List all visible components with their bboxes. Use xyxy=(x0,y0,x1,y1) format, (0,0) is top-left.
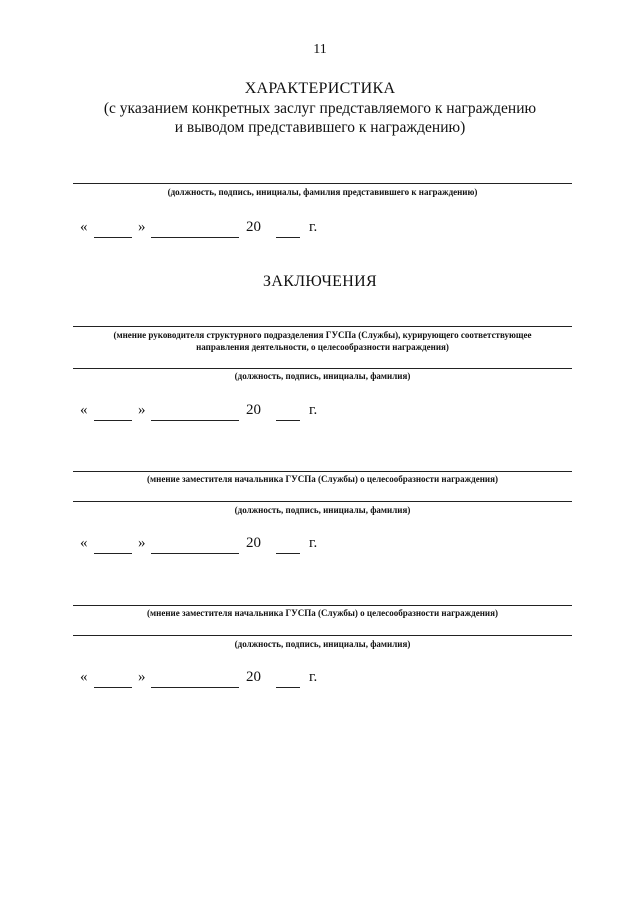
day-blank[interactable] xyxy=(94,553,132,554)
signature-line[interactable] xyxy=(73,635,572,636)
close-quote: » xyxy=(138,535,146,551)
century-label: 20 xyxy=(246,219,261,235)
characteristic-subtitle-line1: (с указанием конкретных заслуг представляемого к награждению xyxy=(103,100,537,117)
opinion-caption: (мнение заместителя начальника ГУСПа (Службы) о целесообразности награждения) xyxy=(147,608,498,618)
century-label: 20 xyxy=(246,669,261,685)
signature-caption: (должность, подпись, инициалы, фамилия) xyxy=(234,371,411,381)
page-number: 11 xyxy=(313,42,327,57)
year-suffix: г. xyxy=(309,402,318,418)
year-suffix: г. xyxy=(309,219,318,235)
conclusions-title: ЗАКЛЮЧЕНИЯ xyxy=(263,273,377,290)
open-quote: « xyxy=(80,219,88,235)
year-blank[interactable] xyxy=(276,687,300,688)
close-quote: » xyxy=(138,669,146,685)
century-label: 20 xyxy=(246,535,261,551)
opinion-line[interactable] xyxy=(73,605,572,606)
year-blank[interactable] xyxy=(276,237,300,238)
opinion-line[interactable] xyxy=(73,471,572,472)
opinion-caption: (мнение заместителя начальника ГУСПа (Службы) о целесообразности награждения) xyxy=(147,474,498,484)
open-quote: « xyxy=(80,535,88,551)
year-suffix: г. xyxy=(309,535,318,551)
year-suffix: г. xyxy=(309,669,318,685)
opinion-caption xyxy=(73,329,572,353)
characteristic-subtitle-line2: и выводом представившего к награждению) xyxy=(174,119,466,136)
signature-caption: (должность, подпись, инициалы, фамилия) xyxy=(234,505,411,515)
open-quote: « xyxy=(80,669,88,685)
signature-caption: (должность, подпись, инициалы, фамилия) xyxy=(234,639,411,649)
characteristic-title: ХАРАКТЕРИСТИКА xyxy=(244,80,396,97)
year-blank[interactable] xyxy=(276,553,300,554)
date-row xyxy=(0,664,640,686)
signature-line[interactable] xyxy=(73,183,572,184)
signature-caption: (должность, подпись, инициалы, фамилия представившего к награждению) xyxy=(167,187,478,197)
date-row xyxy=(0,397,640,419)
month-blank[interactable] xyxy=(151,687,239,688)
date-row xyxy=(0,214,640,236)
opinion-caption-line1: (мнение руководителя структурного подразделения ГУСПа (Службы), курирующего соответствующее xyxy=(113,330,532,340)
date-row xyxy=(0,530,640,552)
opinion-line[interactable] xyxy=(73,326,572,327)
signature-line[interactable] xyxy=(73,501,572,502)
month-blank[interactable] xyxy=(151,237,239,238)
day-blank[interactable] xyxy=(94,420,132,421)
month-blank[interactable] xyxy=(151,420,239,421)
open-quote: « xyxy=(80,402,88,418)
signature-line[interactable] xyxy=(73,368,572,369)
opinion-caption-line2: направления деятельности, о целесообразности награждения) xyxy=(196,342,449,352)
close-quote: » xyxy=(138,219,146,235)
day-blank[interactable] xyxy=(94,237,132,238)
month-blank[interactable] xyxy=(151,553,239,554)
century-label: 20 xyxy=(246,402,261,418)
year-blank[interactable] xyxy=(276,420,300,421)
day-blank[interactable] xyxy=(94,687,132,688)
close-quote: » xyxy=(138,402,146,418)
